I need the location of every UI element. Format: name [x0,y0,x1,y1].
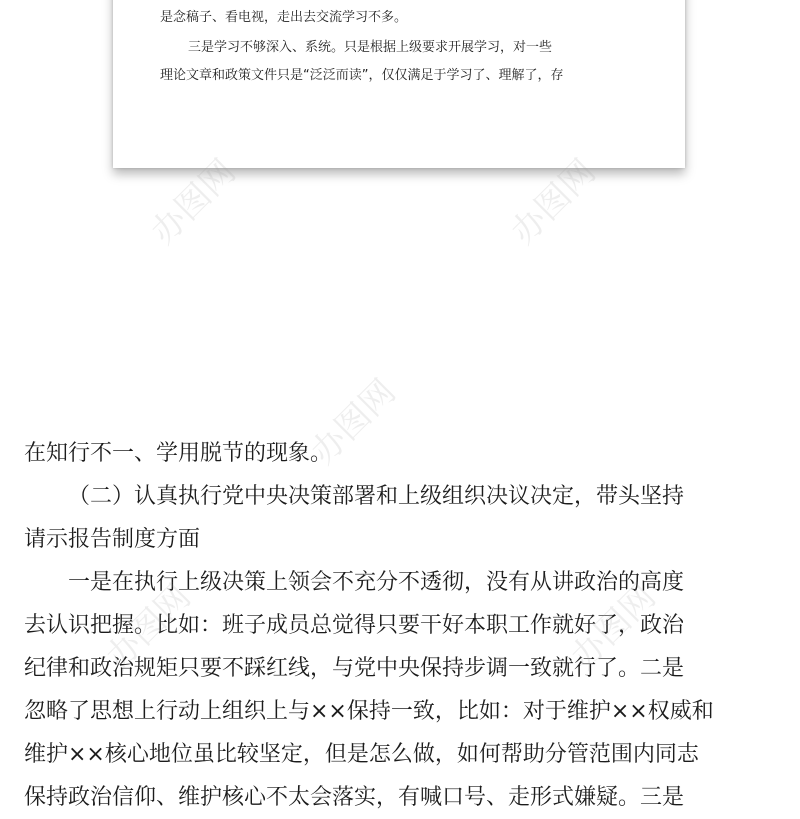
body-text-line: 保持政治信仰、维护核心不太会落实，有喊口号、走形式嫌疑。三是 [24,785,685,810]
body-text-line: 一是在执行上级决策上领会不充分不透彻，没有从讲政治的高度 [68,570,685,595]
watermark-logo: 办图网 [563,576,664,678]
section-heading: （二）认真执行党中央决策部署和上级组织决议决定，带头坚持 [68,484,685,509]
body-text-line: 去认识把握。比如：班子成员总觉得只要干好本职工作就好了，政治 [24,613,685,638]
body-text-line: 忽略了思想上行动上组织上与××保持一致，比如：对于维护××权威和 [24,699,714,724]
card-text-line: 理论文章和政策文件只是“泛泛而读”，仅仅满足于学习了、理解了，存 [160,68,564,83]
body-text-line: 维护××核心地位虽比较坚定，但是怎么做，如何帮助分管范围内同志 [24,742,699,767]
body-text-line: 纪律和政治规矩只要不踩红线，与党中央保持步调一致就行了。二是 [24,656,685,681]
watermark-logo: 办图网 [143,151,244,253]
watermark-logo: 办图网 [503,151,604,253]
body-text-line: 在知行不一、学用脱节的现象。 [24,441,333,466]
watermark-logo: 办图网 [303,371,404,473]
document-page-preview [113,0,685,168]
section-heading-continuation: 请示报告制度方面 [24,527,201,552]
watermark-logo: 办图网 [98,576,199,678]
card-text-line: 是念稿子、看电视，走出去交流学习不多。 [160,10,408,25]
document-body [24,432,714,819]
card-text-line: 三是学习不够深入、系统。只是根据上级要求开展学习，对一些 [188,40,553,55]
